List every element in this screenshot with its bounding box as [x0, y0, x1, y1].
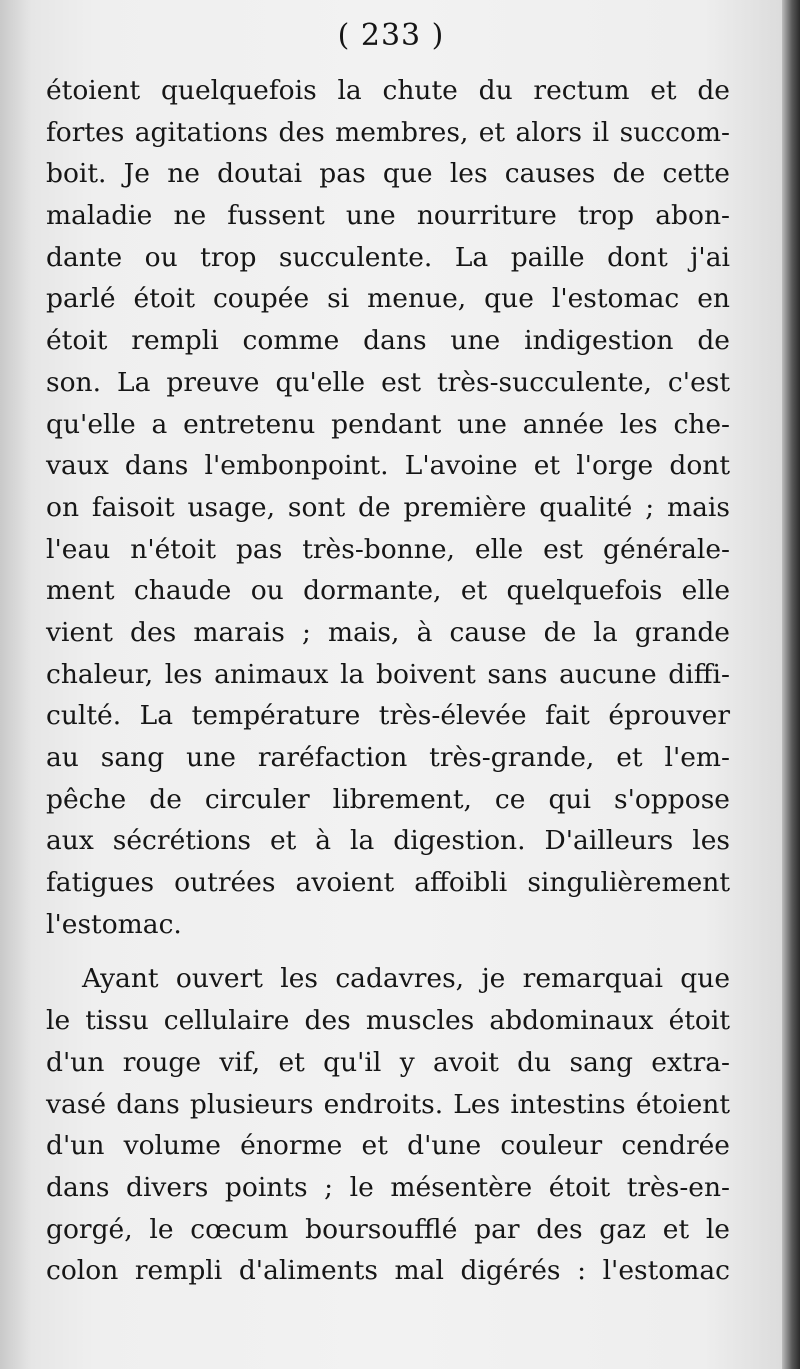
text-line: on faisoit usage, sont de première qualité ; mais — [46, 491, 730, 523]
binding-shadow — [782, 0, 800, 1369]
text-line: fatigues outrées avoient affoibli singulièrement — [46, 867, 730, 899]
text-line: qu'elle a entretenu pendant une année les che- — [46, 408, 730, 440]
text-line: vient des marais ; mais, à cause de la grande — [46, 616, 730, 648]
text-line: culté. La température très-élevée fait éprouver — [46, 700, 730, 732]
text-line: vasé dans plusieurs endroits. Les intestins étoient — [46, 1088, 730, 1120]
text-line: aux sécrétions et à la digestion. D'ailleurs les — [46, 825, 730, 857]
page-number: ( 233 ) — [337, 18, 445, 53]
text-line: dante ou trop succulente. La paille dont j'ai — [46, 241, 730, 273]
text-line: maladie ne fussent une nourriture trop abon- — [46, 200, 730, 232]
text-line: l'estomac. — [46, 908, 182, 940]
text-line: d'un volume énorme et d'une couleur cendrée — [46, 1130, 730, 1162]
paragraph-2 — [46, 958, 730, 1292]
text-line: boit. Je ne doutai pas que les causes de cette — [46, 158, 730, 190]
text-line: au sang une raréfaction très-grande, et l'em- — [46, 742, 730, 773]
text-line: pêche de circuler librement, ce qui s'oppose — [46, 783, 730, 815]
text-line: l'eau n'étoit pas très-bonne, elle est générale- — [46, 533, 730, 565]
text-line: fortes agitations des membres, et alors il succom- — [46, 116, 730, 148]
text-line: étoit rempli comme dans une indigestion de — [46, 325, 730, 357]
text-line: chaleur, les animaux la boivent sans aucune diffi- — [46, 658, 730, 690]
text-line: le tissu cellulaire des muscles abdominaux étoit — [46, 1005, 730, 1037]
paragraph-gap — [46, 945, 730, 958]
text-line: parlé étoit coupée si menue, que l'estomac en — [46, 283, 730, 315]
text-line: dans divers points ; le mésentère étoit très-en- — [46, 1171, 730, 1203]
text-line: colon rempli d'aliments mal digérés : l'estomac — [46, 1255, 730, 1287]
text-line: son. La preuve qu'elle est très-succulente, c'est — [46, 366, 730, 398]
body-text — [46, 70, 730, 1292]
text-line: ment chaude ou dormante, et quelquefois elle — [46, 575, 730, 607]
text-line: vaux dans l'embonpoint. L'avoine et l'orge dont — [46, 450, 730, 482]
paragraph-1 — [46, 70, 730, 945]
text-line: gorgé, le cœcum boursoufflé par des gaz et le — [46, 1213, 730, 1245]
text-line: étoient quelquefois la chute du rectum et de — [46, 75, 730, 106]
text-line: d'un rouge vif, et qu'il y avoit du sang extra- — [46, 1046, 730, 1078]
text-line: Ayant ouvert les cadavres, je remarquai que — [82, 963, 730, 995]
